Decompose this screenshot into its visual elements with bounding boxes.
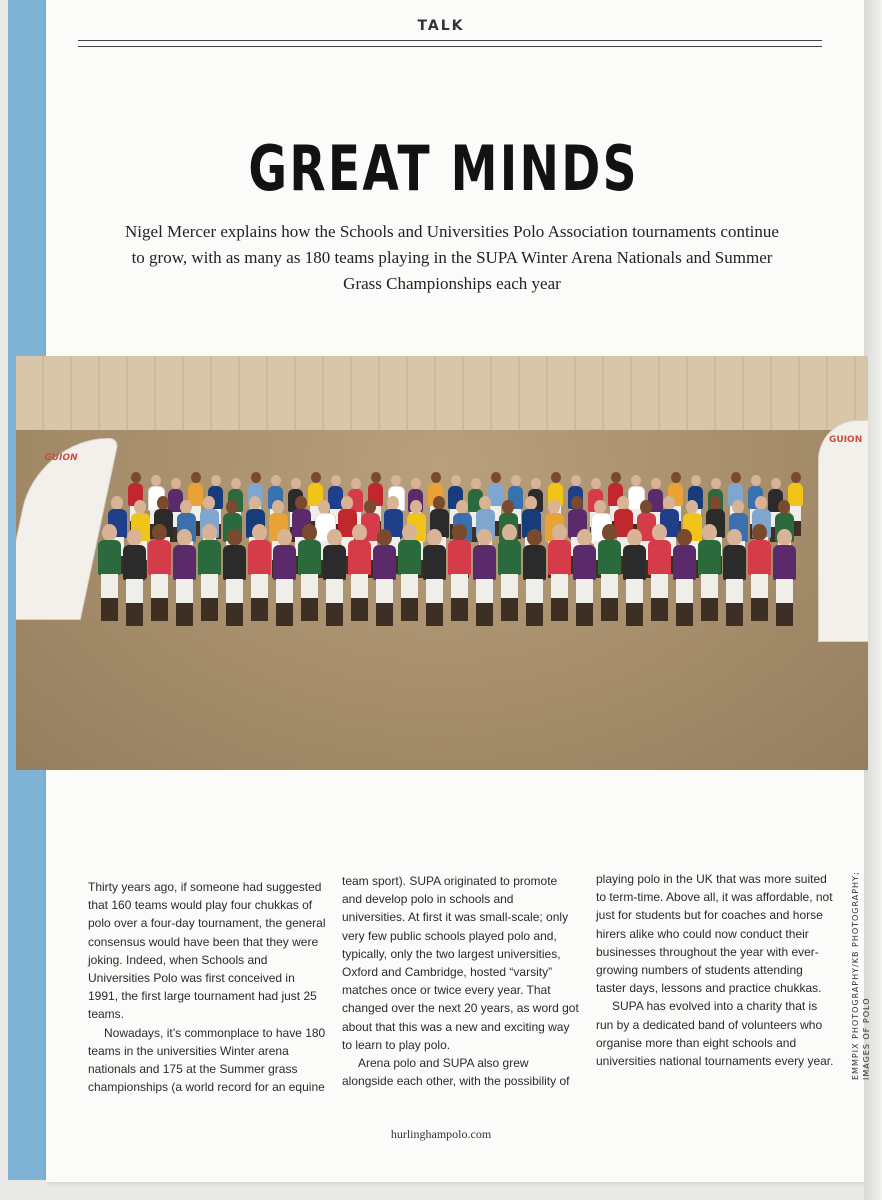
player-head: [203, 496, 215, 510]
player-legs: [176, 579, 193, 604]
player-shirt: [423, 545, 446, 581]
player-head: [640, 500, 652, 514]
player-shirt: [673, 545, 696, 581]
player-head: [127, 529, 142, 546]
player-legs: [251, 574, 268, 599]
player-boots: [151, 598, 168, 621]
player-head: [134, 500, 146, 514]
player-head: [731, 472, 741, 483]
player-legs: [451, 574, 468, 599]
player-head: [387, 496, 399, 510]
player-head: [627, 529, 642, 546]
player-boots: [601, 598, 618, 621]
player-head: [611, 472, 621, 483]
player-head: [511, 475, 521, 486]
player-legs: [126, 579, 143, 604]
player-boots: [651, 598, 668, 621]
player-head: [102, 524, 117, 541]
banner-logo-text: GUION: [43, 453, 79, 463]
player-head: [249, 496, 261, 510]
player-legs: [101, 574, 118, 599]
player-head: [311, 472, 321, 483]
player-legs: [501, 574, 518, 599]
player-head: [227, 529, 242, 546]
player-head: [525, 496, 537, 510]
player-head: [352, 524, 367, 541]
player-boots: [401, 598, 418, 621]
player-head: [180, 500, 192, 514]
player-legs: [601, 574, 618, 599]
player-boots: [376, 603, 393, 626]
player-legs: [676, 579, 693, 604]
player-boots: [226, 603, 243, 626]
player-head: [755, 496, 767, 510]
player-head: [671, 472, 681, 483]
body-paragraph: team sport). SUPA originated to promote and develop polo in schools and universities. At first it was small-scale; only very few public schools played polo and, typically, only the two largest universities, Oxford and Cambridge, hosted “varsity” matches once or twice every year. That changed over the next 20 years, as word got about that this was a new and exciting way to learn to play polo.: [342, 874, 579, 1052]
player-boots: [451, 598, 468, 621]
player-shirt: [173, 545, 196, 581]
player-head: [331, 475, 341, 486]
player-head: [631, 475, 641, 486]
player-head: [502, 524, 517, 541]
player-head: [702, 524, 717, 541]
player-shirt: [98, 540, 121, 576]
player-boots: [126, 603, 143, 626]
player-boots: [626, 603, 643, 626]
player-shirt: [723, 545, 746, 581]
player-shirt: [773, 545, 796, 581]
player-head: [594, 500, 606, 514]
player-legs: [551, 574, 568, 599]
player-head: [777, 529, 792, 546]
player-head: [479, 496, 491, 510]
player-head: [591, 478, 601, 489]
player-head: [327, 529, 342, 546]
player-head: [295, 496, 307, 510]
player-head: [318, 500, 330, 514]
player-shirt: [548, 540, 571, 576]
player-head: [531, 478, 541, 489]
player-head: [778, 500, 790, 514]
player-boots: [276, 603, 293, 626]
player-head: [202, 524, 217, 541]
player-boots: [551, 598, 568, 621]
player-head: [502, 500, 514, 514]
body-paragraph: SUPA has evolved into a charity that is run by a dedicated band of volunteers who organise more than eight schools and universities national tournaments every year.: [596, 999, 834, 1069]
player-head: [402, 524, 417, 541]
player-head: [291, 478, 301, 489]
photo-credit-line: EMMPIX PHOTOGRAPHY/KB PHOTOGRAPHY;: [851, 871, 860, 1080]
team-group-photo: [16, 356, 868, 770]
player-shirt: [223, 545, 246, 581]
player-shirt: [598, 540, 621, 576]
player-head: [271, 475, 281, 486]
player-shirt: [298, 540, 321, 576]
player-head: [377, 529, 392, 546]
player-boots: [101, 598, 118, 621]
player-head: [226, 500, 238, 514]
player-head: [452, 524, 467, 541]
player-head: [663, 496, 675, 510]
player-head: [157, 496, 169, 510]
body-column-1: [88, 878, 326, 1096]
player-head: [571, 475, 581, 486]
body-paragraph: Arena polo and SUPA also grew alongside each other, with the possibility of: [342, 1056, 570, 1089]
player-boots: [776, 603, 793, 626]
player-head: [491, 472, 501, 483]
player-legs: [151, 574, 168, 599]
player-legs: [201, 574, 218, 599]
player-boots: [751, 598, 768, 621]
player-head: [433, 496, 445, 510]
player-head: [131, 472, 141, 483]
player-legs: [726, 579, 743, 604]
player-head: [732, 500, 744, 514]
player-legs: [576, 579, 593, 604]
player-shirt: [498, 540, 521, 576]
player-shirt: [523, 545, 546, 581]
body-paragraph: Nowadays, it’s commonplace to have 180 teams in the universities Winter arena nationals and 175 at the Summer grass championships (a world record for an equine: [88, 1025, 326, 1095]
player-head: [111, 496, 123, 510]
banner-logo-text: GUION: [829, 435, 863, 445]
header-rule: [78, 40, 822, 47]
player-legs: [226, 579, 243, 604]
player-head: [211, 475, 221, 486]
player-head: [571, 496, 583, 510]
player-head: [751, 475, 761, 486]
player-legs: [751, 574, 768, 599]
player-shirt: [473, 545, 496, 581]
footer-website: hurlinghampolo.com: [390, 1127, 492, 1141]
player-head: [727, 529, 742, 546]
player-legs: [376, 579, 393, 604]
player-shirt: [373, 545, 396, 581]
player-boots: [501, 598, 518, 621]
player-head: [251, 472, 261, 483]
player-boots: [326, 603, 343, 626]
player-head: [709, 496, 721, 510]
player-head: [341, 496, 353, 510]
player-legs: [426, 579, 443, 604]
player-head: [371, 472, 381, 483]
arena-wall: [16, 356, 868, 430]
player-shirt: [148, 540, 171, 576]
article-headline: GREAT MINDS: [248, 132, 639, 205]
player-legs: [326, 579, 343, 604]
player-head: [527, 529, 542, 546]
section-label: TALK: [417, 18, 465, 34]
player-head: [391, 475, 401, 486]
player-head: [691, 475, 701, 486]
player-legs: [651, 574, 668, 599]
player-shirt: [623, 545, 646, 581]
player-shirt: [273, 545, 296, 581]
player-head: [277, 529, 292, 546]
photo-credit-line: IMAGES OF POLO: [862, 997, 871, 1080]
player-boots: [201, 598, 218, 621]
player-head: [151, 475, 161, 486]
player-head: [272, 500, 284, 514]
body-column-2: [342, 872, 580, 1090]
player-head: [177, 529, 192, 546]
player-boots: [676, 603, 693, 626]
photo-credit: [850, 820, 872, 1080]
player-legs: [626, 579, 643, 604]
player-head: [351, 478, 361, 489]
body-column-3: [596, 870, 834, 1070]
player-head: [252, 524, 267, 541]
player-boots: [726, 603, 743, 626]
player-boots: [426, 603, 443, 626]
player-shirt: [198, 540, 221, 576]
player-boots: [576, 603, 593, 626]
body-paragraph: playing polo in the UK that was more suited to term-time. Above all, it was affordable, not just for students but for coaches and horse hirers alike who could now conduct their businesses throughout the year with ever-growing numbers of students attending taster days, lessons and practice chukkas.: [596, 872, 833, 996]
player-head: [651, 478, 661, 489]
player-shirt: [123, 545, 146, 581]
player-head: [302, 524, 317, 541]
player-shirt: [648, 540, 671, 576]
player-head: [431, 472, 441, 483]
player-legs: [351, 574, 368, 599]
player-shirt: [748, 540, 771, 576]
player-boots: [251, 598, 268, 621]
player-head: [752, 524, 767, 541]
player-shirt: [788, 483, 803, 507]
player-legs: [401, 574, 418, 599]
player-head: [171, 478, 181, 489]
player-shirt: [323, 545, 346, 581]
player-head: [451, 475, 461, 486]
player-boots: [526, 603, 543, 626]
player-head: [551, 472, 561, 483]
player-legs: [301, 574, 318, 599]
player-boots: [476, 603, 493, 626]
player-head: [427, 529, 442, 546]
player-head: [548, 500, 560, 514]
player-head: [191, 472, 201, 483]
player-legs: [526, 579, 543, 604]
player-head: [686, 500, 698, 514]
player-shirt: [248, 540, 271, 576]
article-body: [86, 872, 836, 1095]
player-head: [711, 478, 721, 489]
player-boots: [301, 598, 318, 621]
player-head: [677, 529, 692, 546]
player-head: [411, 478, 421, 489]
player-head: [771, 478, 781, 489]
player-head: [552, 524, 567, 541]
player-boots: [176, 603, 193, 626]
player-head: [152, 524, 167, 541]
player-shirt: [348, 540, 371, 576]
player-shirt: [448, 540, 471, 576]
group-of-players: [88, 468, 838, 658]
article-standfirst: Nigel Mercer explains how the Schools and Universities Polo Association tournaments continue to grow, with as many as 180 teams playing in the SUPA Winter Arena Nationals and Summer Grass Championships each year: [125, 222, 779, 293]
player-head: [456, 500, 468, 514]
player-head: [471, 478, 481, 489]
player-head: [364, 500, 376, 514]
player-legs: [701, 574, 718, 599]
player-head: [231, 478, 241, 489]
player-boots: [351, 598, 368, 621]
player-head: [602, 524, 617, 541]
player-head: [791, 472, 801, 483]
player-shirt: [698, 540, 721, 576]
player-legs: [776, 579, 793, 604]
player-head: [577, 529, 592, 546]
player-shirt: [573, 545, 596, 581]
player-head: [477, 529, 492, 546]
player-head: [617, 496, 629, 510]
player-shirt: [398, 540, 421, 576]
player-head: [410, 500, 422, 514]
player-legs: [276, 579, 293, 604]
player-boots: [701, 598, 718, 621]
player-legs: [476, 579, 493, 604]
body-paragraph: Thirty years ago, if someone had suggested that 160 teams would play four chukkas of polo over a four-day tournament, the general consensus would have been that they were joking. Indeed, when Schools and Universities Polo was first conceived in 1991, the first large tournament had just 25 teams.: [88, 880, 326, 1022]
player-head: [652, 524, 667, 541]
